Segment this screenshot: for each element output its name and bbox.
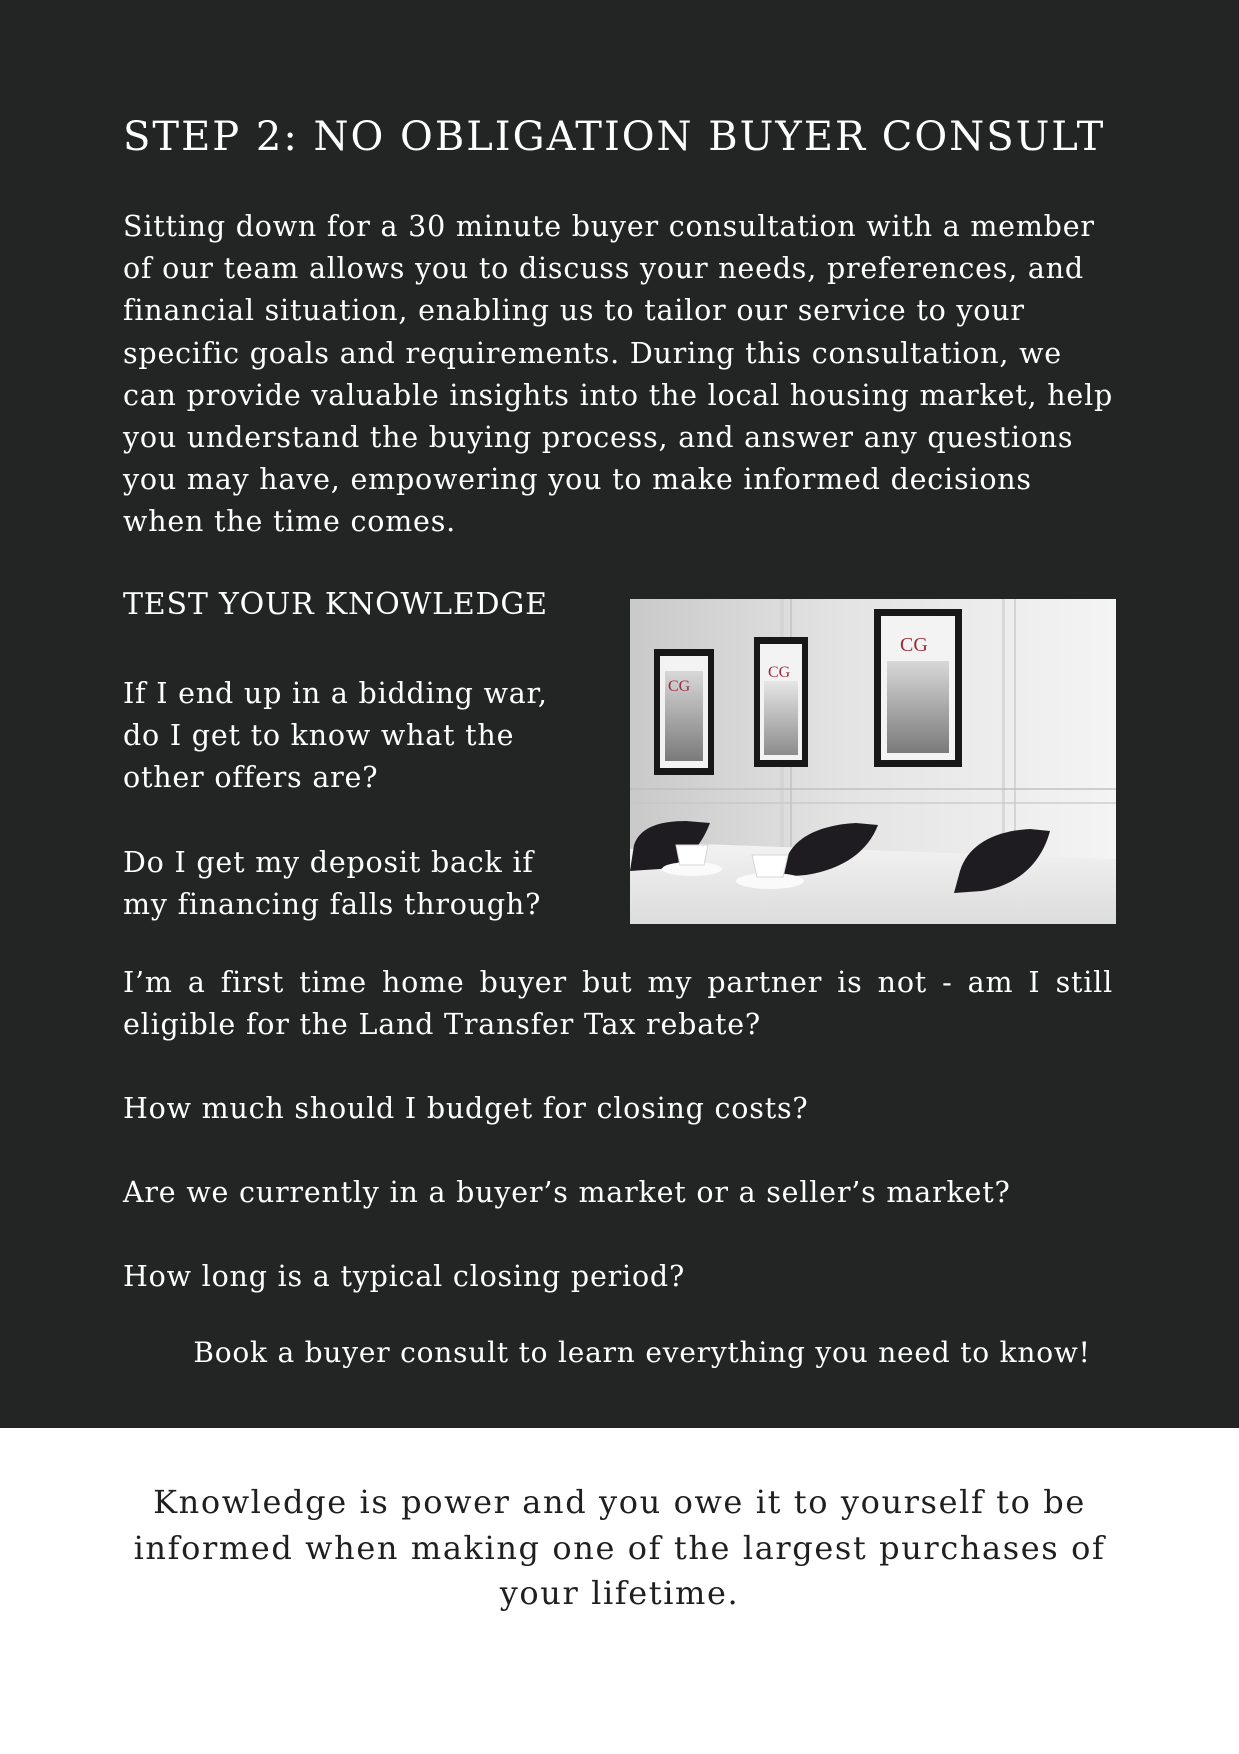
cta-text: Book a buyer consult to learn everything you need to know! <box>193 1336 1091 1369</box>
office-photo <box>630 599 1116 924</box>
question-closing-period: How long is a typical closing period? <box>123 1260 686 1293</box>
question-market-type: Are we currently in a buyer’s market or a seller’s market? <box>123 1176 1011 1209</box>
test-knowledge-heading: TEST YOUR KNOWLEDGE <box>123 587 548 622</box>
closing-statement: Knowledge is power and you owe it to yourself to be informed when making one of the largest purchases of your lifetime. <box>133 1483 1106 1612</box>
question-closing-costs: How much should I budget for closing costs? <box>123 1092 809 1125</box>
office-photo-illustration <box>630 599 1116 924</box>
question-land-transfer-tax: I’m a first time home buyer but my partner is not - am I still eligible for the Land Transfer Tax rebate? <box>123 966 1113 1041</box>
picture-frame-left <box>654 649 714 775</box>
frame-logo-right: CG <box>900 634 928 656</box>
page-title: STEP 2: NO OBLIGATION BUYER CONSULT <box>123 114 1106 160</box>
question-deposit: Do I get my deposit back if my financing falls through? <box>123 846 542 921</box>
frame-logo-left: CG <box>668 678 691 695</box>
frame-logo-middle: CG <box>768 664 791 681</box>
picture-frame-right <box>874 609 962 767</box>
intro-paragraph: Sitting down for a 30 minute buyer consultation with a member of our team allows you to discuss your needs, preferences, and financial situation, enabling us to tailor our service to your specific goals and requirements. During this consultation, we can provide valuable insights into the local housing market, help you understand the buying process, and answer any questions you may have, empowering you to make informed decisions when the time comes. <box>123 210 1114 539</box>
picture-frame-middle <box>754 637 808 767</box>
question-bidding-war: If I end up in a bidding war, do I get to know what the other offers are? <box>123 677 548 794</box>
